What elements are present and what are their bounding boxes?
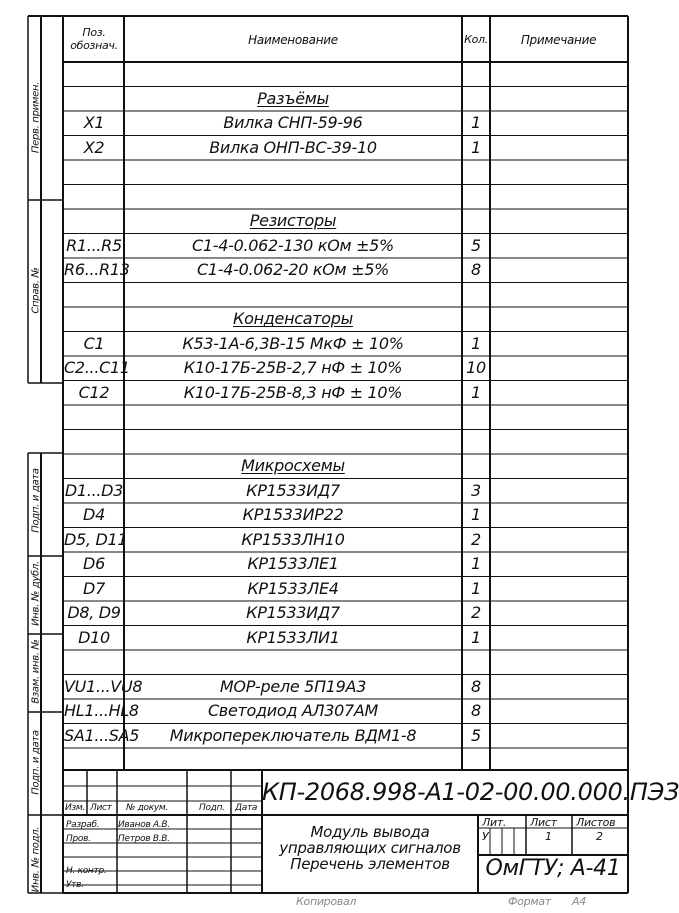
row-quantity xyxy=(462,307,490,331)
footer-format-value: А4 xyxy=(572,895,586,908)
section-heading: Резисторы xyxy=(249,211,337,230)
tb-list-label: Лист xyxy=(530,816,557,829)
row-designator xyxy=(64,650,124,674)
side-label-inv-podl: Инв. № подл. xyxy=(30,826,42,893)
header-name: Наименование xyxy=(248,33,338,47)
row-quantity: 5 xyxy=(471,235,481,255)
product-title-line1: Модуль вывода xyxy=(310,823,430,841)
row-quantity: 1 xyxy=(471,382,481,402)
tb-utv-label: Утв. xyxy=(66,880,84,890)
row-quantity: 1 xyxy=(471,505,481,524)
row-designator: C12 xyxy=(78,382,110,402)
tb-prov-label: Пров. xyxy=(66,834,91,844)
side-label-podp-data-1: Подп. и дата xyxy=(30,468,42,533)
row-quantity: 1 xyxy=(471,627,481,647)
row-quantity xyxy=(462,430,490,454)
tb-nkontr-label: Н. контр. xyxy=(66,866,107,876)
tb-col-list: Лист xyxy=(90,803,112,813)
header-qty: Кол. xyxy=(464,33,488,46)
side-label-sprav-no: Справ. № xyxy=(30,267,42,314)
side-label-vzam-inv: Взам. инв. № xyxy=(30,639,42,704)
row-designator: D7 xyxy=(83,578,105,598)
row-designator: D5, D11 xyxy=(64,529,128,549)
row-designator xyxy=(64,283,124,307)
row-designator xyxy=(64,454,124,478)
row-quantity xyxy=(462,283,490,307)
tb-lit-label: Лит. xyxy=(482,816,507,829)
row-name: Микропереключатель ВДМ1-8 xyxy=(169,725,417,745)
row-name: МОР-реле 5П19А3 xyxy=(219,676,367,696)
header-pos: Поз. обознач. xyxy=(70,26,118,52)
row-designator: SA1...SA5 xyxy=(64,725,140,745)
row-quantity: 8 xyxy=(471,260,481,279)
tb-razrab-name: Иванов А.В. xyxy=(118,820,170,830)
header-note: Примечание xyxy=(520,33,597,47)
row-name: КР1533ЛН10 xyxy=(241,529,345,549)
tb-razrab-label: Разраб. xyxy=(66,820,100,830)
row-designator: C2...C11 xyxy=(64,358,130,377)
row-name: С1-4-0.062-130 кОм ±5% xyxy=(192,235,394,255)
row-name: КР1533ИД7 xyxy=(246,603,340,622)
row-name: Светодиод АЛ307АМ xyxy=(207,701,379,720)
section-heading: Разъёмы xyxy=(257,88,329,108)
side-label-inv-dubl: Инв. № дубл. xyxy=(30,561,42,626)
organization: ОмГТУ; А-41 xyxy=(485,856,621,881)
row-designator: D1...D3 xyxy=(64,480,124,500)
row-name: КР1533ЛЕ4 xyxy=(247,578,339,598)
footer-format: Формат xyxy=(508,895,551,908)
tb-prov-name: Петров В.В. xyxy=(118,834,170,844)
row-quantity: 1 xyxy=(471,333,481,353)
row-name xyxy=(124,283,462,307)
row-designator: D6 xyxy=(83,554,105,573)
row-name: КР1533ЛЕ1 xyxy=(247,554,339,573)
row-quantity: 10 xyxy=(466,358,486,377)
tb-col-podp: Подп. xyxy=(199,803,225,813)
row-quantity: 2 xyxy=(471,603,481,622)
row-quantity: 3 xyxy=(471,480,481,500)
tb-listov-label: Листов xyxy=(576,816,616,829)
row-name xyxy=(124,650,462,674)
row-name: С1-4-0.062-20 кОм ±5% xyxy=(196,260,389,279)
row-name: К10-17Б-25В-2,7 нФ ± 10% xyxy=(183,358,403,377)
row-designator xyxy=(64,185,124,209)
row-name xyxy=(124,405,462,429)
product-title-line3: Перечень элементов xyxy=(290,855,450,873)
row-quantity xyxy=(462,454,490,478)
row-quantity: 5 xyxy=(471,725,481,745)
row-designator: X1 xyxy=(83,113,105,132)
row-quantity xyxy=(462,87,490,111)
row-quantity xyxy=(462,209,490,233)
row-name: Вилка СНП-59-96 xyxy=(223,113,363,132)
row-designator: D10 xyxy=(78,627,110,647)
row-name: К10-17Б-25В-8,3 нФ ± 10% xyxy=(183,382,403,402)
row-name: КР1533ИР22 xyxy=(242,505,344,524)
row-designator xyxy=(64,405,124,429)
row-designator xyxy=(64,62,124,86)
section-heading: Конденсаторы xyxy=(233,309,353,328)
row-name xyxy=(124,430,462,454)
row-name: К53-1А-6,3В-15 МкФ ± 10% xyxy=(182,333,404,353)
row-designator: D4 xyxy=(83,505,105,524)
tb-col-izm: Изм. xyxy=(65,803,85,813)
row-quantity: 1 xyxy=(471,578,481,598)
tb-listov-value: 2 xyxy=(596,830,603,843)
row-designator: D8, D9 xyxy=(67,603,121,622)
tb-col-data: Дата xyxy=(235,803,258,813)
row-designator: R6...R13 xyxy=(64,260,130,279)
row-designator: X2 xyxy=(83,137,105,157)
row-quantity: 1 xyxy=(471,554,481,573)
row-name xyxy=(124,185,462,209)
side-label-perv-primen: Перв. примен. xyxy=(30,81,42,154)
row-designator xyxy=(64,160,124,184)
row-designator: HL1...HL8 xyxy=(64,701,139,720)
row-designator: C1 xyxy=(83,333,105,353)
row-name: КР1533ИД7 xyxy=(246,480,340,500)
product-title xyxy=(262,824,478,872)
row-quantity xyxy=(462,62,490,86)
row-name xyxy=(124,160,462,184)
row-quantity: 8 xyxy=(471,701,481,720)
product-title-line2: управляющих сигналов xyxy=(279,839,461,857)
row-designator xyxy=(64,430,124,454)
row-name xyxy=(124,62,462,86)
row-quantity: 8 xyxy=(471,676,481,696)
tb-col-doc: № докум. xyxy=(126,803,168,813)
row-quantity: 2 xyxy=(471,529,481,549)
row-designator: R1...R5 xyxy=(66,235,122,255)
row-designator: VU1...VU8 xyxy=(64,676,143,696)
row-quantity xyxy=(462,405,490,429)
row-quantity: 1 xyxy=(471,137,481,157)
row-quantity: 1 xyxy=(471,113,481,132)
row-designator xyxy=(64,87,124,111)
tb-list-value: 1 xyxy=(545,830,552,843)
row-quantity xyxy=(462,185,490,209)
row-quantity xyxy=(462,650,490,674)
tb-lit-value: У xyxy=(482,830,489,843)
row-designator xyxy=(64,209,124,233)
side-label-podp-data-2: Подп. и дата xyxy=(30,730,42,795)
row-name: Вилка ОНП-ВС-39-10 xyxy=(209,137,377,157)
row-designator xyxy=(64,307,124,331)
row-quantity xyxy=(462,160,490,184)
row-name: КР1533ЛИ1 xyxy=(246,627,340,647)
footer-kopiroval: Копировал xyxy=(296,895,357,908)
section-heading: Микросхемы xyxy=(241,456,345,475)
document-code: КП-2068.998-А1-02-00.00.000.ПЭЗ xyxy=(262,778,679,806)
